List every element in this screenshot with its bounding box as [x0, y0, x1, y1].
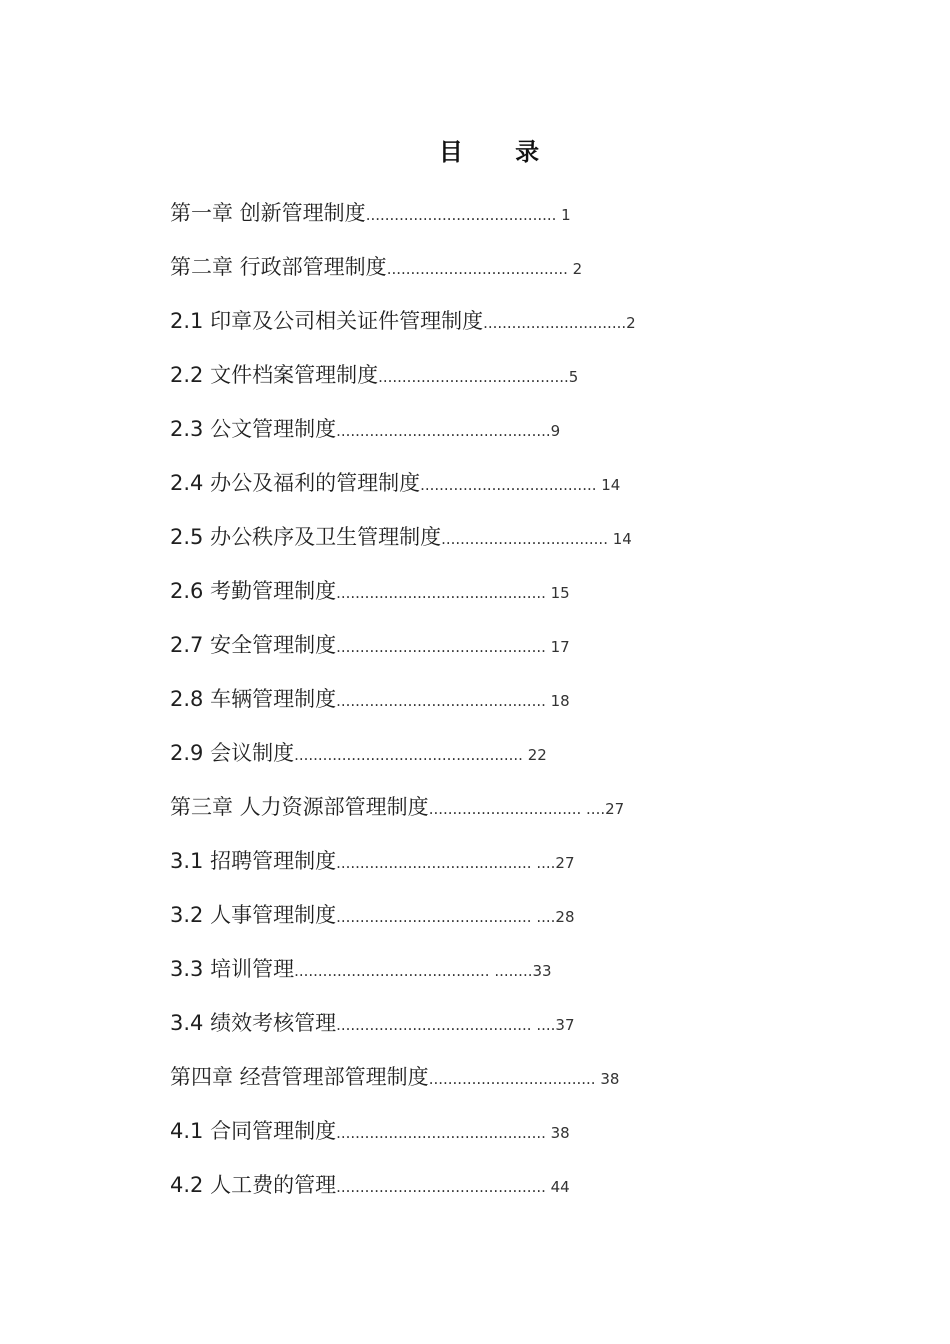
toc-entry[interactable]: [170, 1167, 636, 1221]
toc-entry[interactable]: [170, 249, 636, 303]
toc-entry[interactable]: [170, 411, 636, 465]
toc-entry-label: 2.1 印章及公司相关证件管理制度: [170, 309, 484, 333]
toc-entry-label: 3.4 绩效考核管理: [170, 1011, 337, 1035]
toc-entry-leader: ............................................ 15: [336, 584, 570, 602]
toc-entry-leader: ......................................... ....37: [336, 1016, 575, 1034]
toc-entry-leader: ........................................ 1: [365, 206, 571, 224]
toc-entry-leader: ..............................2: [483, 314, 636, 332]
toc-entry-leader: ..................................... 14: [420, 476, 621, 494]
toc-entry[interactable]: [170, 303, 636, 357]
toc-entry-label: 2.4 办公及福利的管理制度: [170, 471, 421, 495]
toc-entry[interactable]: [170, 843, 636, 897]
toc-entry-leader: ................................................ 22: [294, 746, 547, 764]
toc-entry[interactable]: [170, 951, 636, 1005]
toc-entry-leader: ......................................... ....27: [336, 854, 575, 872]
toc-entry-leader: ......................................... ....28: [336, 908, 575, 926]
toc-entry[interactable]: [170, 789, 636, 843]
toc-entry-leader: ................................... 38: [428, 1070, 620, 1088]
toc-entry-label: 2.8 车辆管理制度: [170, 687, 337, 711]
toc-entry-label: 2.3 公文管理制度: [170, 417, 337, 441]
toc-entry-label: 第四章 经营管理部管理制度: [170, 1065, 429, 1089]
toc-list: [170, 195, 636, 1221]
toc-entry-label: 第一章 创新管理制度: [170, 201, 366, 225]
toc-entry[interactable]: [170, 1113, 636, 1167]
toc-title: 目 录: [438, 138, 562, 166]
toc-entry[interactable]: [170, 735, 636, 789]
toc-entry[interactable]: [170, 357, 636, 411]
toc-entry-label: 第二章 行政部管理制度: [170, 255, 387, 279]
toc-entry[interactable]: [170, 627, 636, 681]
toc-entry-leader: ............................................ 18: [336, 692, 570, 710]
toc-entry-leader: ......................................... ........33: [294, 962, 552, 980]
toc-entry-leader: .............................................9: [336, 422, 561, 440]
toc-entry-label: 2.2 文件档案管理制度: [170, 363, 379, 387]
toc-entry-leader: ...................................... 2: [386, 260, 583, 278]
toc-entry-label: 3.2 人事管理制度: [170, 903, 337, 927]
toc-entry-label: 3.1 招聘管理制度: [170, 849, 337, 873]
toc-entry-label: 2.9 会议制度: [170, 741, 295, 765]
toc-entry[interactable]: [170, 681, 636, 735]
toc-entry-leader: ................................... 14: [441, 530, 632, 548]
toc-entry[interactable]: [170, 573, 636, 627]
toc-entry-label: 4.1 合同管理制度: [170, 1119, 337, 1143]
toc-entry-label: 第三章 人力资源部管理制度: [170, 795, 429, 819]
toc-entry[interactable]: [170, 1059, 636, 1113]
toc-entry-label: 2.6 考勤管理制度: [170, 579, 337, 603]
toc-entry[interactable]: [170, 1005, 636, 1059]
toc-entry-leader: ............................................ 38: [336, 1124, 570, 1142]
toc-entry-leader: ................................ ....27: [428, 800, 625, 818]
toc-entry-label: 4.2 人工费的管理: [170, 1173, 337, 1197]
toc-entry[interactable]: [170, 519, 636, 573]
toc-entry-leader: ............................................ 17: [336, 638, 570, 656]
toc-entry[interactable]: [170, 897, 636, 951]
toc-entry[interactable]: [170, 465, 636, 519]
toc-entry-leader: ............................................ 44: [336, 1178, 570, 1196]
toc-entry-label: 2.7 安全管理制度: [170, 633, 337, 657]
toc-entry-leader: ........................................5: [378, 368, 579, 386]
toc-entry-label: 3.3 培训管理: [170, 957, 295, 981]
toc-entry-label: 2.5 办公秩序及卫生管理制度: [170, 525, 442, 549]
toc-entry[interactable]: [170, 195, 636, 249]
